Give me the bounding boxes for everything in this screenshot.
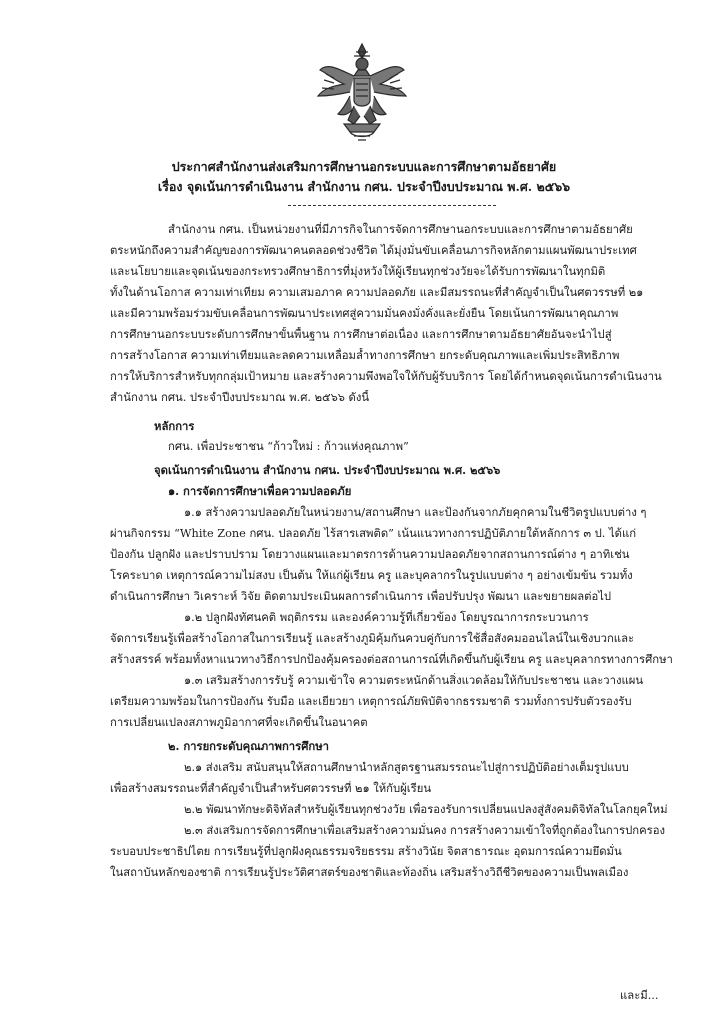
section1-line: ดำเนินการศึกษา วิเคราะห์ วิจัย ติดตามประเมินผลการดำเนินการ เพื่อปรับปรุง พัฒนา และขยายผลต่อไป	[110, 590, 612, 603]
principle-heading: หลักการ	[154, 419, 195, 433]
section1-heading: ๑. การจัดการศึกษาเพื่อความปลอดภัย	[168, 484, 352, 498]
announcement-subject: เรื่อง จุดเน้นการดำเนินงาน สำนักงาน กศน. ประจำปีงบประมาณ พ.ศ. ๒๕๖๖	[157, 179, 571, 194]
section2-line: ระบอบประชาธิปไตย การเรียนรู้ที่ปลูกฝังคุณธรรมจริยธรรม สร้างวินัย จิตสาธารณะ อุดมการณ์ความยึดมั่น	[110, 845, 622, 858]
section1-line: โรคระบาด เหตุการณ์ความไม่สงบ เป็นต้น ให้แก่ผู้เรียน ครู และบุคลากรในรูปแบบต่าง ๆ อย่างเข้มข้น รวมทั้ง	[110, 569, 633, 582]
section1-line: สร้างสรรค์ พร้อมทั้งหาแนวทางวิธีการปกป้องคุ้มครองต่อสถานการณ์ที่เกิดขึ้นกับผู้เรียน ครู และบุคลากรทางการศึกษา	[110, 653, 673, 666]
title-divider	[288, 205, 496, 206]
section2-line: เพื่อสร้างสมรรถนะที่สำคัญจำเป็นสำหรับศตวรรษที่ ๒๑ ให้กับผู้เรียน	[110, 782, 432, 795]
section1-line: ๑.๑ สร้างความปลอดภัยในหน่วยงาน/สถานศึกษา และป้องกันจากภัยคุกคามในชีวิตรูปแบบต่าง ๆ	[184, 506, 647, 519]
garuda-emblem-icon	[314, 40, 410, 144]
announcement-title: ประกาศสำนักงานส่งเสริมการศึกษานอกระบบและการศึกษาตามอัธยาศัย	[171, 159, 557, 174]
section1-line: ผ่านกิจกรรม “White Zone กศน. ปลอดภัย ไร้สารเสพติด” เน้นแนวทางการปฏิบัติภายใต้หลักการ ๓ ป. ได้แก่	[110, 527, 637, 540]
principle-text: กศน. เพื่อประชาชน “ก้าวใหม่ : ก้าวแห่งคุณภาพ”	[168, 440, 409, 453]
section1-line: จัดการเรียนรู้เพื่อสร้างโอกาสในการเรียนรู้ และสร้างภูมิคุ้มกันควบคู่กับการใช้สื่อสังคมออนไลน์ในเชิงบวกและ	[110, 632, 635, 645]
section1-line: ๑.๓ เสริมสร้างการรับรู้ ความเข้าใจ ความตระหนักด้านสิ่งแวดล้อมให้กับประชาชน และวางแผน	[184, 674, 644, 687]
section2-line: ในสถาบันหลักของชาติ การเรียนรู้ประวัติศาสตร์ของชาติและท้องถิ่น เสริมสร้างวิถีชีวิตของความเป็นพลเมือง	[110, 866, 629, 879]
intro-line: การให้บริการสำหรับทุกกลุ่มเป้าหมาย และสร้างความพึงพอใจให้กับผู้รับบริการ โดยได้กำหนดจุดเน้นการดำเนินงาน	[110, 370, 662, 383]
intro-line: การศึกษานอกระบบระดับการศึกษาขั้นพื้นฐาน การศึกษาต่อเนื่อง และการศึกษาตามอัธยาศัยอันจะนำไปสู่	[110, 328, 612, 341]
focus-heading: จุดเน้นการดำเนินงาน สำนักงาน กศน. ประจำปีงบประมาณ พ.ศ. ๒๕๖๖	[154, 463, 501, 477]
section2-line: ๒.๑ ส่งเสริม สนับสนุนให้สถานศึกษานำหลักสูตรฐานสมรรถนะไปสู่การปฏิบัติอย่างเต็มรูปแบบ	[184, 761, 629, 774]
intro-line: ทั้งในด้านโอกาส ความเท่าเทียม ความเสมอภาค ความปลอดภัย และมีสมรรถนะที่สำคัญจำเป็นในศตวรรษที่ ๒๑	[110, 286, 644, 299]
page-continuation: และมี...	[620, 989, 659, 1002]
intro-line: ตระหนักถึงความสำคัญของการพัฒนาคนตลอดช่วงชีวิต ได้มุ่งมั่นขับเคลื่อนภารกิจหลักตามแผนพัฒนาประเทศ	[110, 244, 637, 257]
section2-heading: ๒. การยกระดับคุณภาพการศึกษา	[168, 739, 329, 753]
section2-line: ๒.๓ ส่งเสริมการจัดการศึกษาเพื่อเสริมสร้างความมั่นคง การสร้างความเข้าใจที่ถูกต้องในการปกครอง	[184, 824, 666, 837]
section1-line: เตรียมความพร้อมในการป้องกัน รับมือ และเยียวยา เหตุการณ์ภัยพิบัติจากธรรมชาติ รวมทั้งการปรับตัวรองรับ	[110, 695, 632, 708]
intro-line: สำนักงาน กศน. ประจำปีงบประมาณ พ.ศ. ๒๕๖๖ ดังนี้	[110, 391, 370, 404]
intro-line: และมีความพร้อมร่วมขับเคลื่อนการพัฒนาประเทศสู่ความมั่นคงมั่งคั่งและยั่งยืน โดยเน้นการพัฒนาคุณภาพ	[110, 307, 619, 320]
intro-line: สำนักงาน กศน. เป็นหน่วยงานที่มีภารกิจในการจัดการศึกษานอกระบบและการศึกษาตามอัธยาศัย	[168, 223, 633, 236]
section1-line: ๑.๒ ปลูกฝังทัศนคติ พฤติกรรม และองค์ความรู้ที่เกี่ยวข้อง โดยบูรณาการกระบวนการ	[184, 611, 589, 624]
section1-line: การเปลี่ยนแปลงสภาพภูมิอากาศที่จะเกิดขึ้นในอนาคต	[110, 716, 368, 729]
section1-line: ป้องกัน ปลูกฝัง และปราบปราม โดยวางแผนและมาตรการด้านความปลอดภัยจากสถานการณ์ต่าง ๆ อาทิเช่น	[110, 548, 630, 561]
intro-line: และนโยบายและจุดเน้นของกระทรวงศึกษาธิการที่มุ่งหวังให้ผู้เรียนทุกช่วงวัยจะได้รับการพัฒนาในทุกมิติ	[110, 265, 606, 278]
intro-line: การสร้างโอกาส ความเท่าเทียมและลดความเหลื่อมล้ำทางการศึกษา ยกระดับคุณภาพและเพิ่มประสิทธิภาพ	[110, 349, 620, 362]
section2-line: ๒.๒ พัฒนาทักษะดิจิทัลสำหรับผู้เรียนทุกช่วงวัย เพื่อรองรับการเปลี่ยนแปลงสู่สังคมดิจิทัลในโลกยุคใหม่	[184, 803, 668, 816]
